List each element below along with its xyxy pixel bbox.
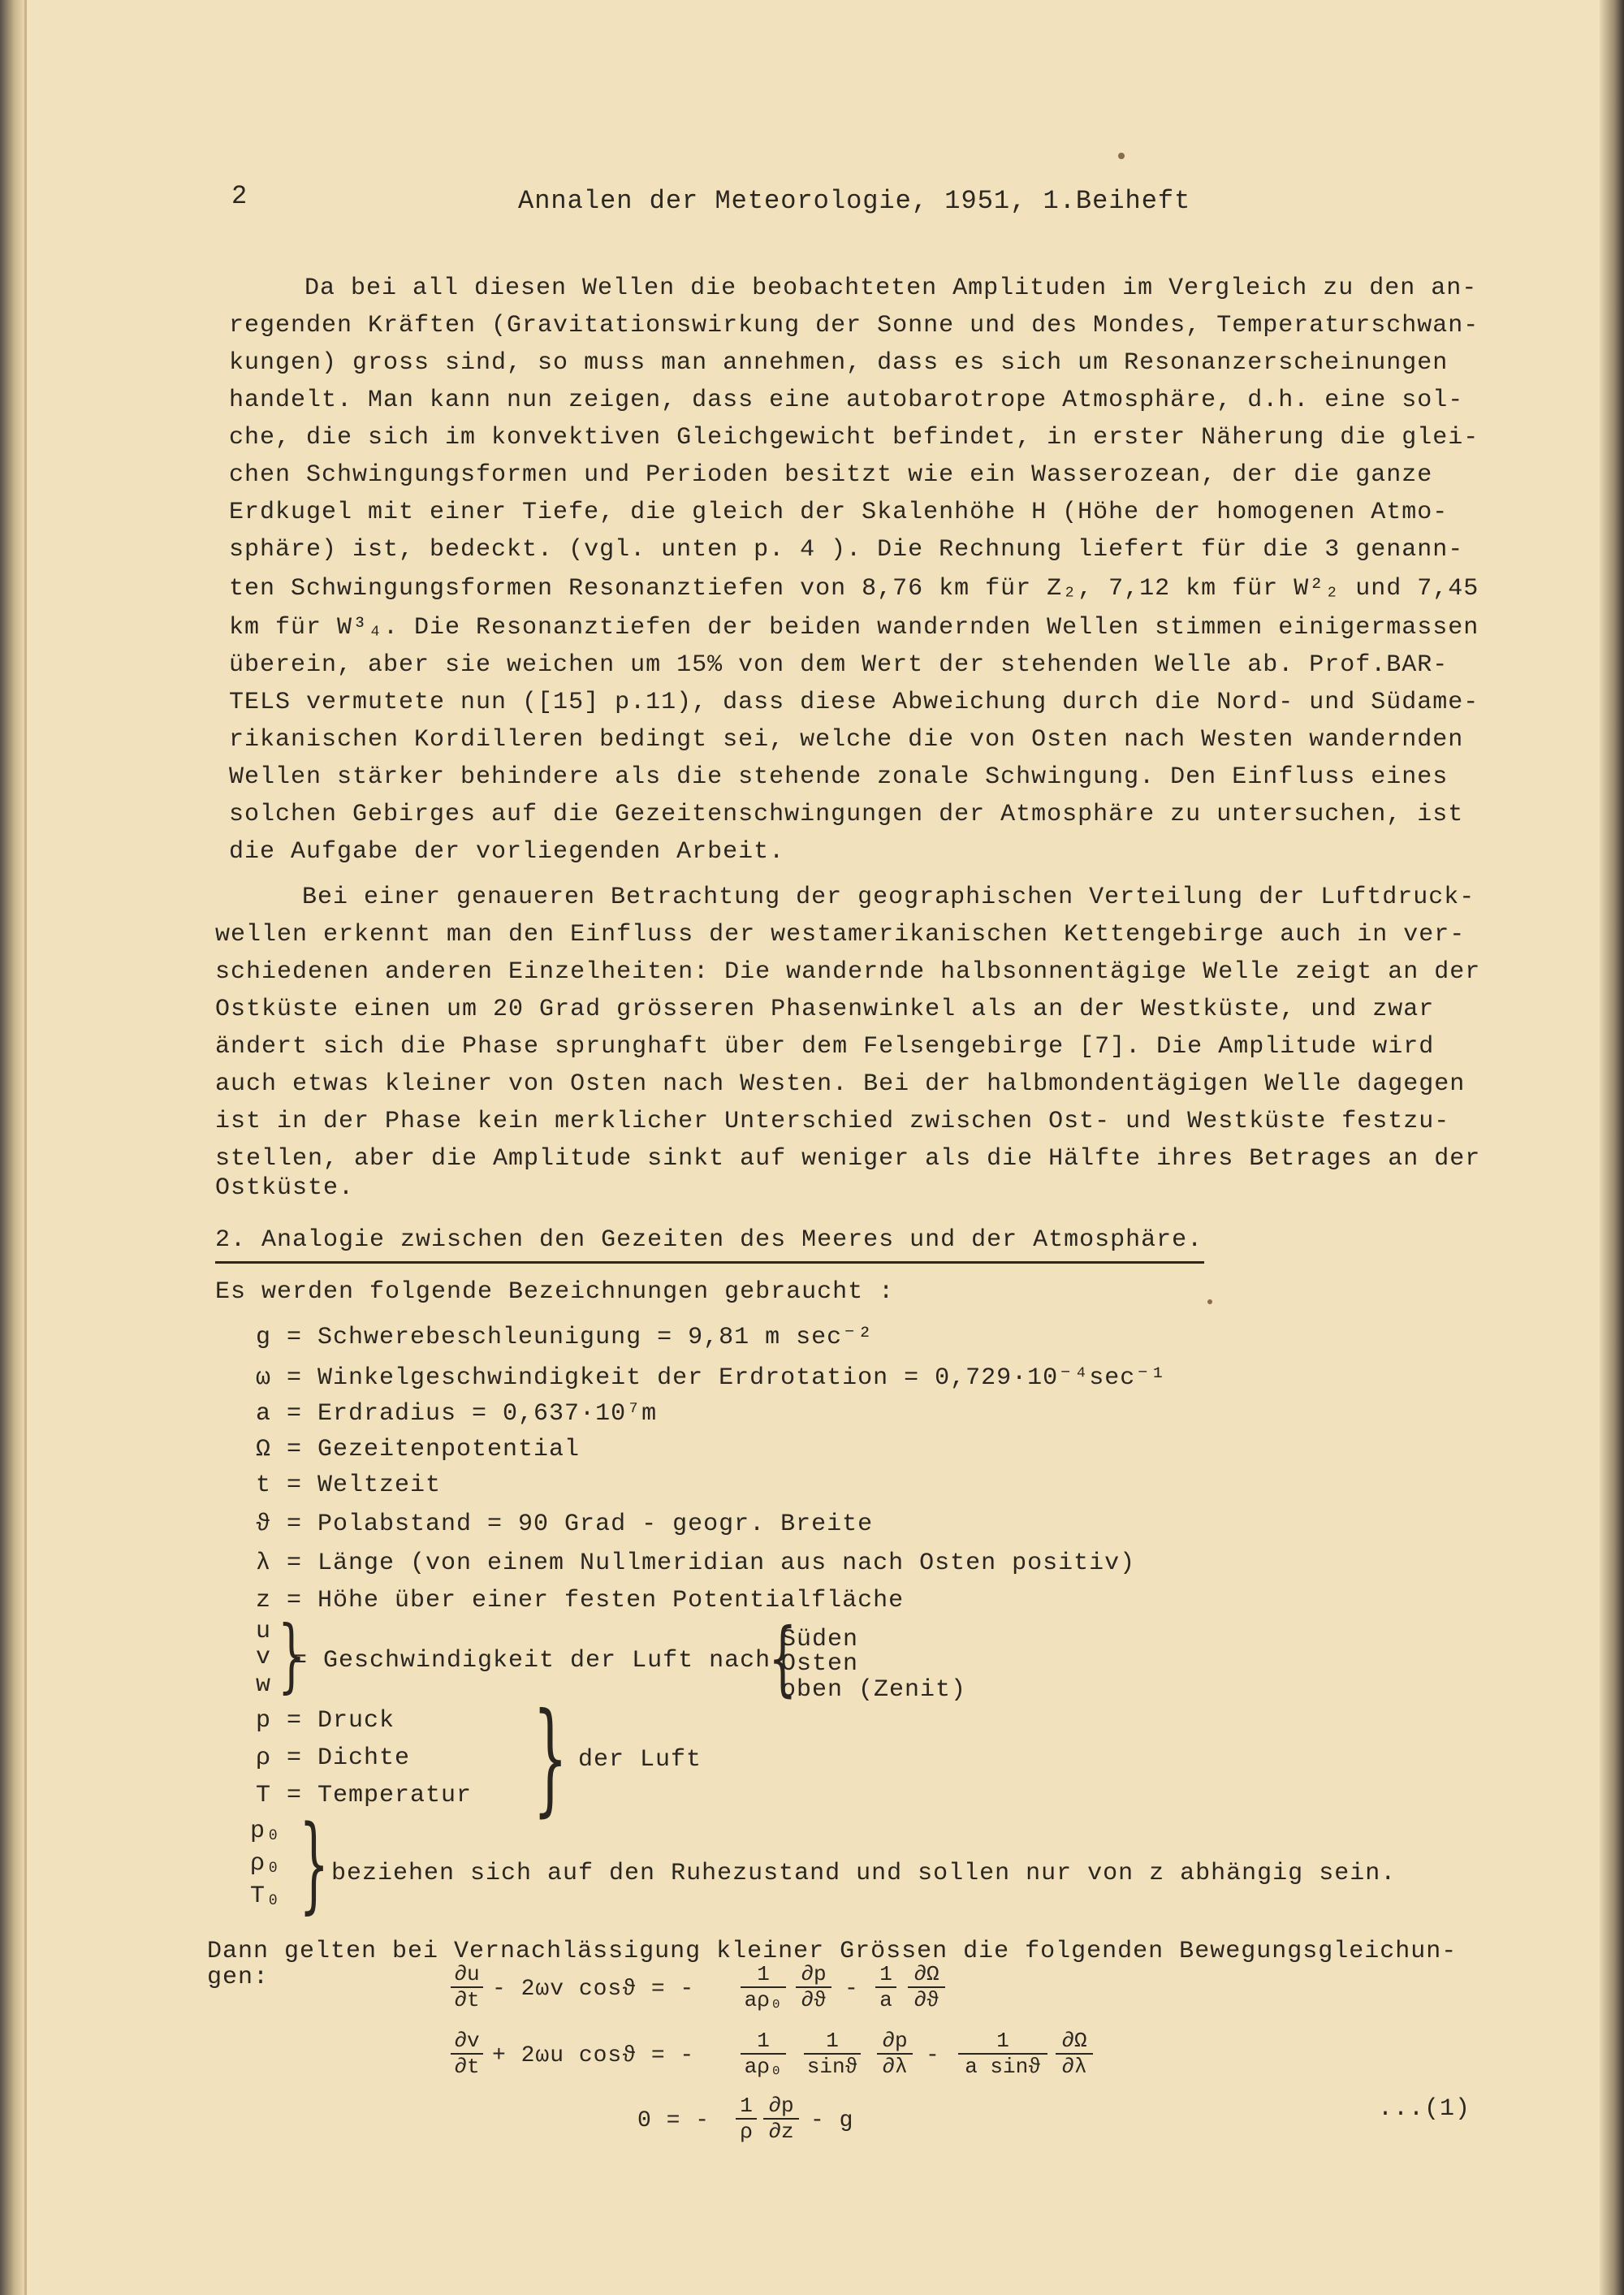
section-heading: 2. Analogie zwischen den Gezeiten des Meeres und der Atmosphäre.	[215, 1226, 1203, 1254]
text-line: kungen) gross sind, so muss man annehmen, dass es sich um Resonanzerscheinungen	[229, 349, 1449, 377]
fraction: 1 ρ	[736, 2095, 757, 2142]
rest-symbol: p₀	[250, 1817, 282, 1845]
direction-item: oben (Zenit)	[781, 1676, 967, 1704]
fraction: 1 aρ₀	[741, 1964, 786, 2011]
equation-term: -	[844, 1977, 859, 2002]
definition-item: λ = Länge (von einem Nullmeridian aus nach Osten positiv)	[256, 1549, 1136, 1577]
velocity-symbol: u	[256, 1618, 272, 1645]
text-line: TELS vermutete nun ([15] p.11), dass diese Abweichung durch die Nord- und Südame-	[229, 689, 1479, 716]
text-line: chen Schwingungsformen und Perioden besitzt wie ein Wasserozean, der die ganze	[229, 461, 1433, 489]
ink-spot	[1118, 153, 1125, 159]
fraction: ∂u ∂t	[451, 1964, 483, 2011]
notation-intro: Es werden folgende Bezeichnungen gebraucht :	[215, 1278, 895, 1306]
text-line: Ostküste.	[215, 1174, 355, 1202]
text-line: Erdkugel mit einer Tiefe, die gleich der Skalenhöhe H (Höhe der homogenen Atmo-	[229, 499, 1449, 526]
fraction: ∂Ω ∂λ	[1056, 2030, 1093, 2077]
fraction: ∂p ∂ϑ	[796, 1964, 831, 2011]
velocity-symbol: v	[256, 1644, 272, 1671]
state-label: der Luft	[578, 1746, 702, 1774]
velocity-text: = Geschwindigkeit der Luft nach	[292, 1647, 771, 1675]
definition-item: ω = Winkelgeschwindigkeit der Erdrotation = 0,729·10⁻⁴sec⁻¹	[256, 1364, 1167, 1392]
direction-item: Osten	[781, 1650, 859, 1678]
text-line: rikanischen Kordilleren bedingt sei, welche die von Osten nach Westen wandernden	[229, 726, 1464, 754]
text-line: stellen, aber die Amplitude sinkt auf weniger als die Hälfte ihres Betrages an der	[215, 1145, 1481, 1173]
text-line: che, die sich im konvektiven Gleichgewicht befindet, in erster Näherung die glei-	[229, 424, 1479, 452]
state-item: ρ = Dichte	[256, 1744, 411, 1772]
running-title: Annalen der Meteorologie, 1951, 1.Beiheft	[518, 186, 1191, 216]
equation-term: - 2ωv cosϑ = -	[492, 1977, 695, 2002]
fraction: 1 a sinϑ	[958, 2030, 1047, 2077]
text-line: ist in der Phase kein merklicher Unterschied zwischen Ost- und Westküste festzu-	[215, 1108, 1450, 1135]
equation-term: -	[926, 2043, 940, 2068]
definition-item: g = Schwerebeschleunigung = 9,81 m sec⁻²	[256, 1324, 874, 1351]
direction-item: Süden	[781, 1626, 859, 1653]
rest-symbol: ρ₀	[250, 1850, 282, 1878]
text-line: schiedenen anderen Einzelheiten: Die wandernde halbsonnentägige Welle zeigt an der	[215, 958, 1481, 986]
text-line: die Aufgabe der vorliegenden Arbeit.	[229, 838, 785, 866]
equation-term: 0 = -	[637, 2108, 710, 2133]
text-line: km für W³₄. Die Resonanztiefen der beiden wandernden Wellen stimmen einigermassen	[229, 614, 1479, 642]
definition-item: ϑ = Polabstand = 90 Grad - geogr. Breite	[256, 1511, 874, 1538]
text-line: Ostküste einen um 20 Grad grösseren Phasenwinkel als an der Westküste, und zwar	[215, 996, 1435, 1023]
equations-intro: gen:	[207, 1964, 270, 1991]
fraction: ∂p ∂λ	[877, 2030, 913, 2077]
text-line: Bei einer genaueren Betrachtung der geographischen Verteilung der Luftdruck-	[302, 884, 1475, 911]
opening-brace: {	[768, 1610, 797, 1705]
definition-item: t = Weltzeit	[256, 1472, 442, 1499]
text-line: überein, aber sie weichen um 15% von dem Wert der stehenden Welle ab. Prof.BAR-	[229, 651, 1449, 679]
equation-term: - g	[810, 2108, 854, 2133]
page-number: 2	[231, 181, 248, 211]
text-line: regenden Kräften (Gravitationswirkung der Sonne und des Mondes, Temperaturschwan-	[229, 312, 1479, 339]
rest-text: beziehen sich auf den Ruhezustand und sollen nur von z abhängig sein.	[331, 1860, 1397, 1887]
text-line: sphäre) ist, bedeckt. (vgl. unten p. 4 ). Die Rechnung liefert für die 3 genann-	[229, 536, 1464, 564]
fraction: 1 aρ₀	[741, 2030, 786, 2077]
velocity-symbol: w	[256, 1671, 272, 1699]
equation-term: + 2ωu cosϑ = -	[492, 2043, 695, 2068]
definition-item: a = Erdradius = 0,637·10⁷m	[256, 1400, 658, 1428]
state-item: p = Druck	[256, 1707, 395, 1735]
ink-spot	[1207, 1299, 1212, 1304]
fraction: ∂p ∂z	[763, 2095, 799, 2142]
definition-item: Ω = Gezeitenpotential	[256, 1436, 581, 1463]
text-line: Da bei all diesen Wellen die beobachteten Amplituden im Vergleich zu den an-	[304, 274, 1478, 302]
fraction: ∂v ∂t	[451, 2030, 483, 2077]
text-line: handelt. Man kann nun zeigen, dass eine autobarotrope Atmosphäre, d.h. eine sol-	[229, 387, 1464, 414]
closing-brace: }	[533, 1688, 568, 1829]
fraction: 1 sinϑ	[804, 2030, 861, 2077]
fraction: ∂Ω ∂ϑ	[908, 1964, 945, 2011]
text-line: wellen erkennt man den Einfluss der westamerikanischen Kettengebirge auch in ver-	[215, 921, 1466, 949]
text-line: ändert sich die Phase sprunghaft über dem Felsengebirge [7]. Die Amplitude wird	[215, 1033, 1435, 1061]
equation-number: ...(1)	[1378, 2095, 1471, 2123]
closing-brace: }	[299, 1804, 330, 1925]
closing-brace: }	[278, 1610, 306, 1702]
binding-shadow	[1600, 0, 1624, 2295]
state-item: T = Temperatur	[256, 1782, 473, 1809]
heading-underline	[215, 1261, 1204, 1264]
definition-item: z = Höhe über einer festen Potentialfläche	[256, 1587, 905, 1614]
rest-symbol: T₀	[250, 1882, 282, 1910]
equations-intro: Dann gelten bei Vernachlässigung kleiner Grössen die folgenden Bewegungsgleichun-	[207, 1938, 1458, 1965]
text-line: auch etwas kleiner von Osten nach Westen. Bei der halbmondentägigen Welle dagegen	[215, 1070, 1466, 1098]
fraction: 1 a	[875, 1964, 896, 2011]
text-line: Wellen stärker behindere als die stehende zonale Schwingung. Den Einfluss eines	[229, 763, 1449, 791]
text-line: ten Schwingungsformen Resonanztiefen von 8,76 km für Z₂, 7,12 km für W²₂ und 7,45	[229, 575, 1479, 603]
text-line: solchen Gebirges auf die Gezeitenschwingungen der Atmosphäre zu untersuchen, ist	[229, 801, 1464, 828]
